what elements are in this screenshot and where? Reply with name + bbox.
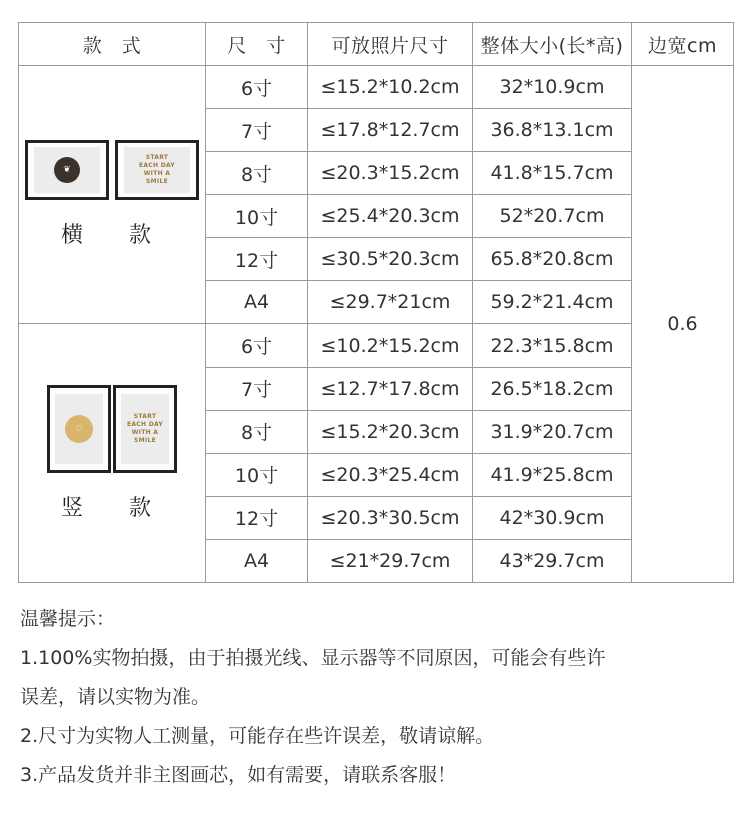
leaf-icon: ❦ xyxy=(54,157,80,183)
size-cell: 7寸 xyxy=(206,109,308,152)
size-cell: A4 xyxy=(206,281,308,324)
vertical-style-label: 竖 款 xyxy=(60,495,163,521)
overall-size-cell: 41.9*25.8cm xyxy=(473,453,632,496)
header-border-width: 边宽cm xyxy=(632,23,734,66)
overall-size-cell: 59.2*21.4cm xyxy=(473,281,632,324)
overall-size-cell: 43*29.7cm xyxy=(473,539,632,582)
vertical-style-cell xyxy=(19,324,206,583)
photo-size-cell: ≤25.4*20.3cm xyxy=(308,195,473,238)
header-overall-size: 整体大小(长*高) xyxy=(473,23,632,66)
horizontal-frame-image xyxy=(25,140,199,200)
overall-size-cell: 52*20.7cm xyxy=(473,195,632,238)
size-cell: 7寸 xyxy=(206,367,308,410)
size-cell: 12寸 xyxy=(206,238,308,281)
overall-size-cell: 31.9*20.7cm xyxy=(473,410,632,453)
size-cell: 10寸 xyxy=(206,195,308,238)
size-cell: 12寸 xyxy=(206,496,308,539)
horizontal-style-label: 横 款 xyxy=(60,223,163,249)
photo-size-cell: ≤20.3*15.2cm xyxy=(308,152,473,195)
vertical-frame-left xyxy=(47,385,111,473)
photo-size-cell: ≤17.8*12.7cm xyxy=(308,109,473,152)
notes-section xyxy=(20,600,735,795)
overall-size-cell: 32*10.9cm xyxy=(473,66,632,109)
size-table xyxy=(18,22,734,583)
overall-size-cell: 22.3*15.8cm xyxy=(473,324,632,367)
note-item: 误差，请以实物为准。 xyxy=(20,686,211,708)
header-size: 尺 寸 xyxy=(206,23,308,66)
vertical-frame-image xyxy=(47,385,177,473)
horizontal-frame-right xyxy=(115,140,199,200)
note-item: 3.产品发货并非主图画芯，如有需要，请联系客服！ xyxy=(20,764,457,786)
overall-size-cell: 36.8*13.1cm xyxy=(473,109,632,152)
photo-size-cell: ≤15.2*20.3cm xyxy=(308,410,473,453)
horizontal-frame-left xyxy=(25,140,109,200)
photo-size-cell: ≤21*29.7cm xyxy=(308,539,473,582)
overall-size-cell: 42*30.9cm xyxy=(473,496,632,539)
table-header-row xyxy=(19,23,734,66)
note-item: 2.尺寸为实物人工测量，可能存在些许误差，敬请谅解。 xyxy=(20,725,495,747)
horizontal-style-cell xyxy=(19,66,206,324)
overall-size-cell: 26.5*18.2cm xyxy=(473,367,632,410)
size-cell: 6寸 xyxy=(206,66,308,109)
note-item: 1.100%实物拍摄，由于拍摄光线、显示器等不同原因，可能会有些许 xyxy=(20,647,606,669)
size-cell: 6寸 xyxy=(206,324,308,367)
photo-size-cell: ≤30.5*20.3cm xyxy=(308,238,473,281)
size-cell: A4 xyxy=(206,539,308,582)
love-circle-icon: ♡ xyxy=(65,415,93,443)
photo-size-cell: ≤10.2*15.2cm xyxy=(308,324,473,367)
size-cell: 8寸 xyxy=(206,410,308,453)
table-row xyxy=(19,66,734,109)
border-width-cell: 0.6 xyxy=(632,66,734,583)
overall-size-cell: 65.8*20.8cm xyxy=(473,238,632,281)
photo-size-cell: ≤12.7*17.8cm xyxy=(308,367,473,410)
table-row xyxy=(19,324,734,367)
size-cell: 10寸 xyxy=(206,453,308,496)
header-photo-size: 可放照片尺寸 xyxy=(308,23,473,66)
photo-size-cell: ≤15.2*10.2cm xyxy=(308,66,473,109)
smile-print-icon: START EACH DAY WITH A SMILE xyxy=(138,154,176,186)
header-style: 款 式 xyxy=(19,23,206,66)
smile-print-icon: START EACH DAY WITH A SMILE xyxy=(126,412,164,444)
size-cell: 8寸 xyxy=(206,152,308,195)
photo-size-cell: ≤20.3*30.5cm xyxy=(308,496,473,539)
photo-size-cell: ≤20.3*25.4cm xyxy=(308,453,473,496)
notes-title: 温馨提示： xyxy=(20,608,116,630)
overall-size-cell: 41.8*15.7cm xyxy=(473,152,632,195)
vertical-frame-right xyxy=(113,385,177,473)
photo-size-cell: ≤29.7*21cm xyxy=(308,281,473,324)
